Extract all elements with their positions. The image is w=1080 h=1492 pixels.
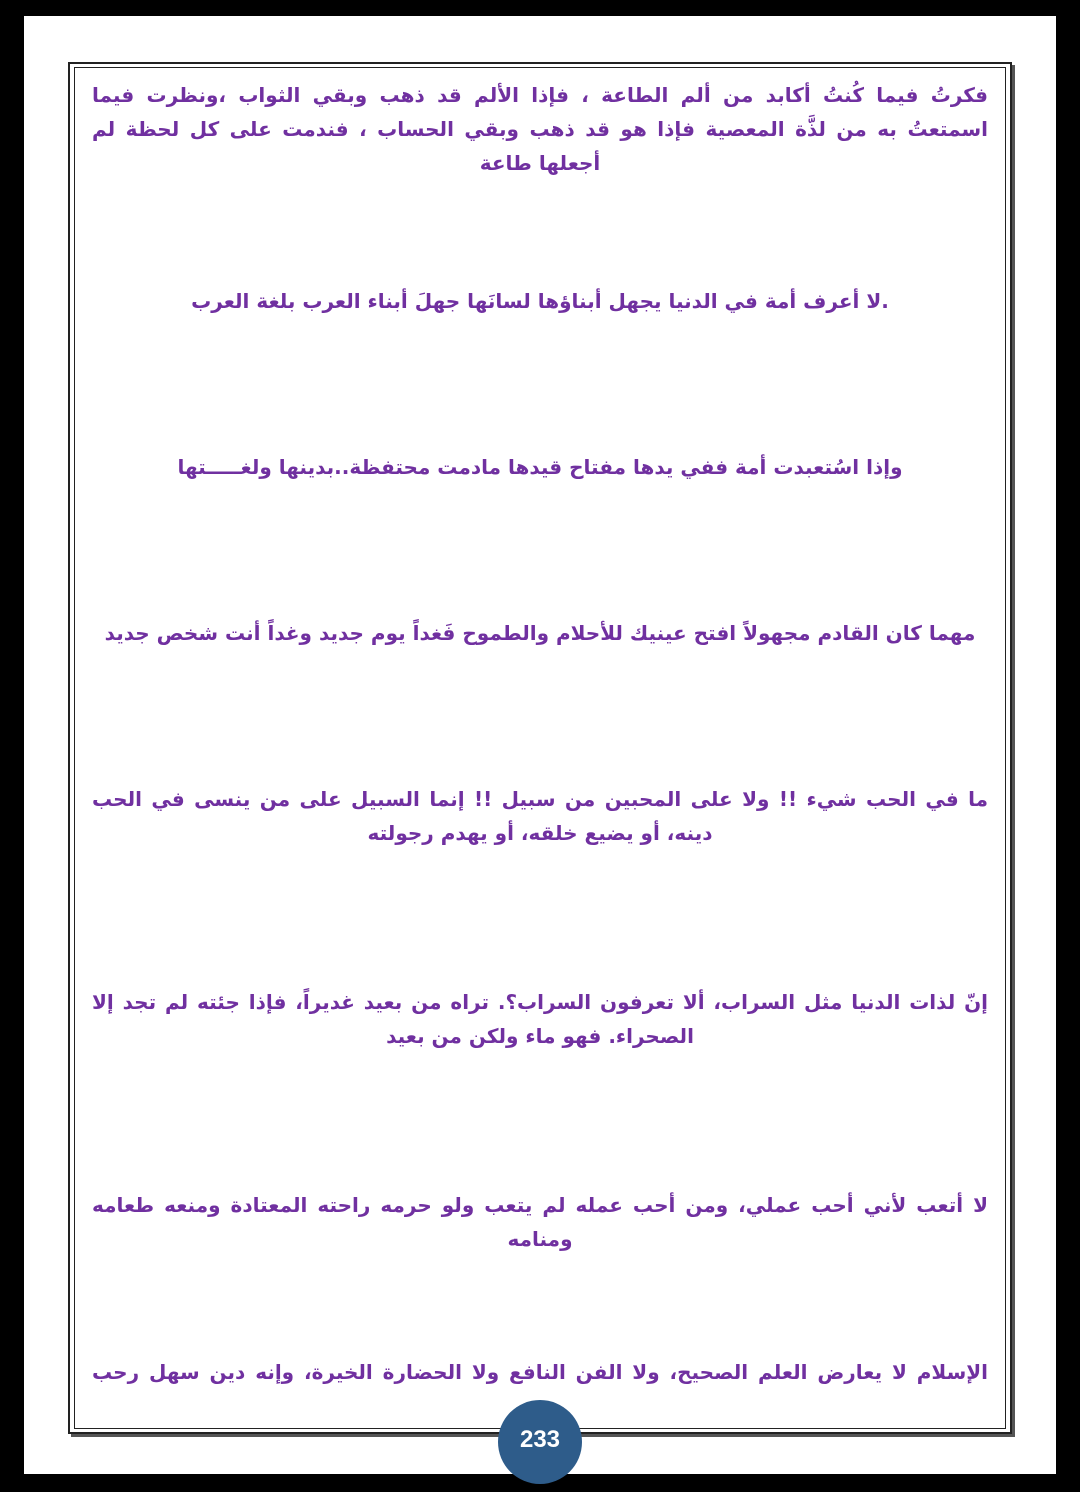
quote-paragraph: .لا أعرف أمة في الدنيا يجهل أبناؤها لسانَها جهلَ أبناء العرب بلغة العرب xyxy=(191,289,889,313)
page-number: 233 xyxy=(519,1426,561,1453)
quote-paragraph: فكرتُ فيما كُنتُ أكابد من ألم الطاعة ، فإذا الألم قد ذهب وبقي الثواب ،ونظرت فيما اسمتعتُ به من لذَّة المعصية فإذا هو قد ذهب وبقي الحساب ، فندمت على كل لحظة لم أجعلها طاعة xyxy=(92,83,988,175)
quote-paragraph: وإذا اسُتعبدت أمة ففي يدها مفتاح قيدها مادمت محتفظة..بدينها ولغـــــتها xyxy=(177,455,903,479)
page-number-badge xyxy=(498,1400,582,1484)
quote-paragraph: مهما كان القادم مجهولاً افتح عينيك للأحلام والطموح فَغداً يوم جديد وغداً أنت شخص جديد xyxy=(104,621,976,645)
quote-paragraph: لا أتعب لأني أحب عملي، ومن أحب عمله لم يتعب ولو حرمه راحته المعتادة ومنعه طعامه ومنامه xyxy=(92,1193,988,1251)
quote-paragraph: إنّ لذات الدنيا مثل السراب، ألا تعرفون السراب؟. تراه من بعيد غديراً، فإذا جئته لم تجد إلا الصحراء. فهو ماء ولكن من بعيد xyxy=(92,990,988,1048)
quote-paragraph: ما في الحب شيء !! ولا على المحبين من سبيل !! إنما السبيل على من ينسى في الحب دينه، أو يضيع خلقه، أو يهدم رجولته xyxy=(92,787,988,845)
quote-paragraph: الإسلام لا يعارض العلم الصحيح، ولا الفن النافع ولا الحضارة الخيرة، وإنه دين سهل رحب xyxy=(92,1360,988,1384)
